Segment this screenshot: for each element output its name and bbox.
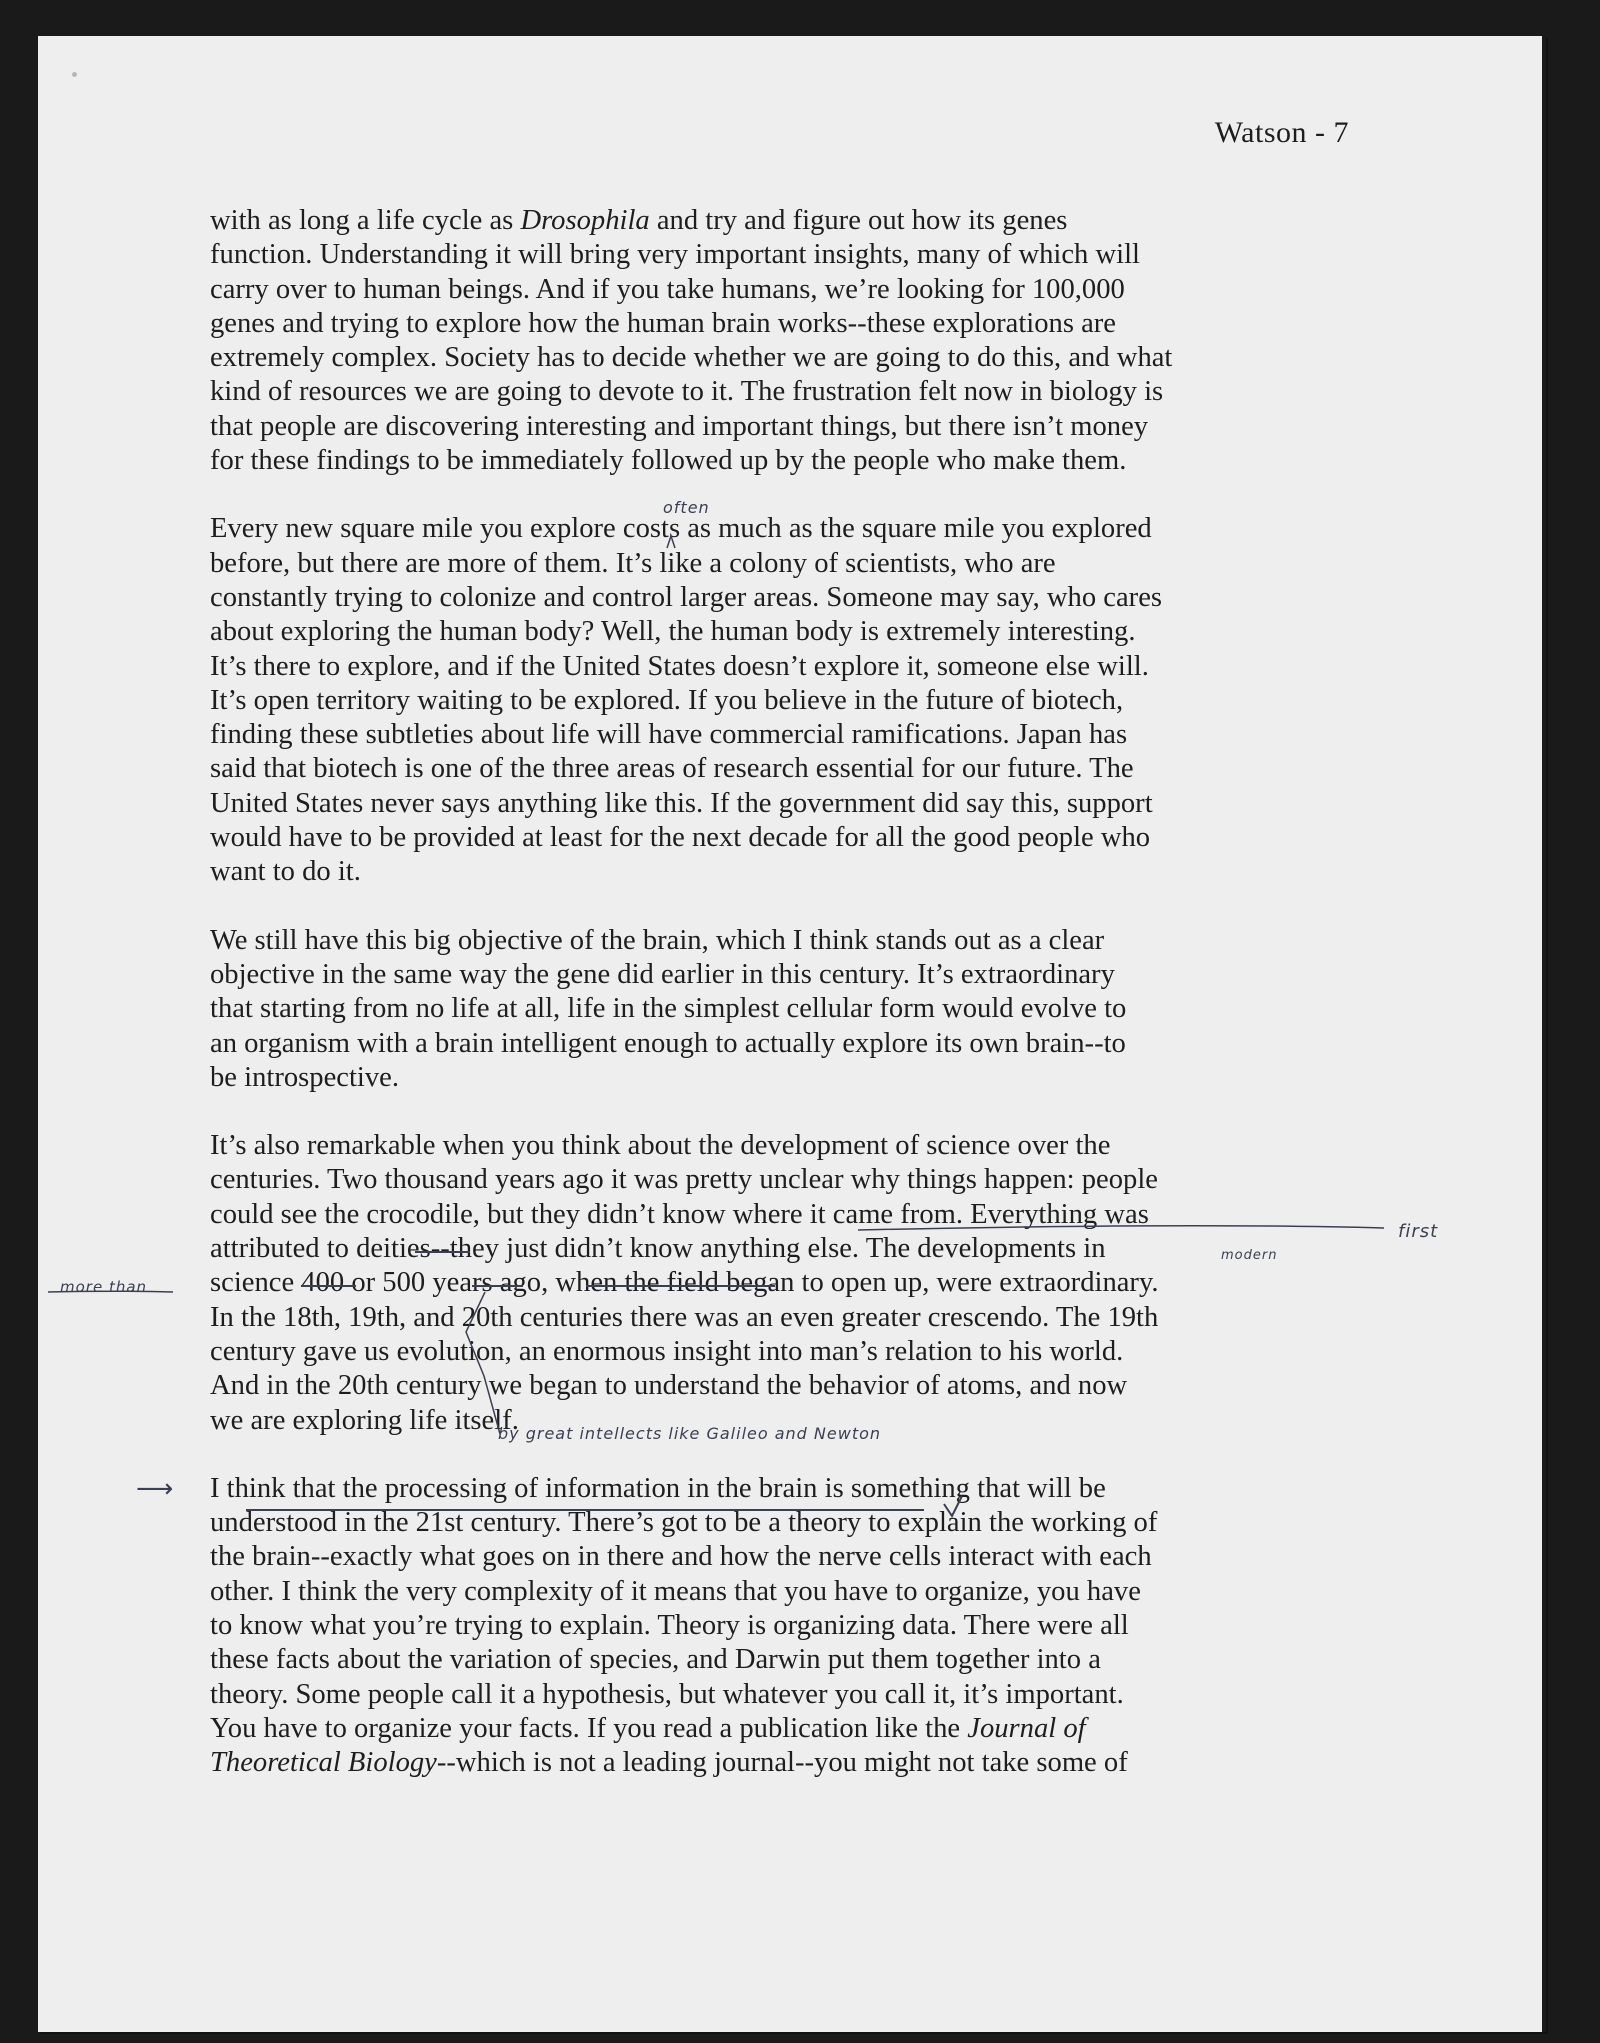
- text-line: want to do it.: [210, 856, 361, 888]
- text-line: for these findings to be immediately followed up by the people who make them.: [210, 445, 1127, 477]
- paragraph-1: [210, 204, 1398, 478]
- text-line: would have to be provided at least for the next decade for all the good people who: [210, 822, 1151, 854]
- page-header: Watson - 7: [1214, 116, 1349, 149]
- text-line: function. Understanding it will bring very important insights, many of which will: [210, 239, 1140, 271]
- text-line: said that biotech is one of the three areas of research essential for our future. The: [210, 753, 1134, 785]
- text-line: You have to organize your facts. If you read a publication like the Journal of: [210, 1712, 1086, 1744]
- text-line: Theoretical Biology--which is not a leading journal--you might not take some of: [210, 1747, 1128, 1779]
- text-line: United States never says anything like this. If the government did say this, support: [210, 787, 1153, 819]
- text-line: It’s open territory waiting to be explored. If you believe in the future of biotech,: [210, 684, 1124, 716]
- text-line: with as long a life cycle as Drosophila and try and figure out how its genes: [210, 205, 1068, 236]
- text-line: Every new square mile you explore costs as much as the square mile you explored: [210, 513, 1152, 545]
- text-line: In the 18th, 19th, and 20th centuries there was an even greater crescendo. The 19th: [210, 1301, 1159, 1333]
- text-line: we are exploring life itself.: [210, 1404, 519, 1436]
- handwritten-more-than: more than: [60, 1278, 148, 1296]
- text-line: about exploring the human body? Well, the human body is extremely interesting.: [210, 616, 1136, 648]
- italic-term: Journal of: [967, 1712, 1086, 1744]
- text-line: We still have this big objective of the brain, which I think stands out as a clear: [210, 924, 1105, 956]
- text-line: attributed to deities--they just didn’t know anything else. The developments in: [210, 1233, 1106, 1265]
- arrow-icon: ⟶: [136, 1474, 175, 1504]
- text-line: that people are discovering interesting and important things, but there isn’t money: [210, 410, 1149, 442]
- text-line: century gave us evolution, an enormous insight into man’s relation to his world.: [210, 1335, 1124, 1367]
- text-line: science 400 or 500 years ago, when the field began to open up, were extraordinary.: [210, 1267, 1159, 1299]
- handwritten-insertion: by great intellects like Galileo and Newton: [498, 1424, 882, 1443]
- text-line: theory. Some people call it a hypothesis, but whatever you call it, it’s important.: [210, 1678, 1124, 1710]
- text-line: an organism with a brain intelligent enough to actually explore its own brain--to: [210, 1027, 1126, 1059]
- text-line: carry over to human beings. And if you take humans, we’re looking for 100,000: [210, 273, 1125, 305]
- text-line: And in the 20th century we began to understand the behavior of atoms, and now: [210, 1370, 1128, 1402]
- text-line: the brain--exactly what goes on in there and how the nerve cells interact with each: [210, 1541, 1152, 1573]
- paragraph-3: [210, 924, 1398, 1095]
- text-line: these facts about the variation of species, and Darwin put them together into a: [210, 1644, 1101, 1676]
- text-line: that starting from no life at all, life in the simplest cellular form would evolve to: [210, 993, 1127, 1025]
- text-line: objective in the same way the gene did earlier in this century. It’s extraordinary: [210, 958, 1115, 990]
- document-page: [38, 36, 1546, 2032]
- text-line: extremely complex. Society has to decide whether we are going to do this, and what: [210, 342, 1173, 374]
- text-line: I think that the processing of information in the brain is something that will be: [210, 1472, 1106, 1504]
- handwritten-first: first: [1398, 1221, 1439, 1242]
- italic-term: Drosophila: [520, 205, 650, 236]
- text-line: centuries. Two thousand years ago it was pretty unclear why things happen: people: [210, 1164, 1158, 1196]
- scan-edge: [1542, 36, 1546, 2032]
- handwritten-modern: modern: [1221, 1248, 1278, 1263]
- paragraph-5: [210, 1472, 1398, 1781]
- italic-term: Theoretical Biology: [210, 1747, 437, 1779]
- text-line: before, but there are more of them. It’s like a colony of scientists, who are: [210, 547, 1056, 579]
- body-text: [210, 204, 1398, 1814]
- text-line: finding these subtleties about life will have commercial ramifications. Japan has: [210, 719, 1128, 751]
- handwritten-often: often: [663, 498, 710, 517]
- text-line: other. I think the very complexity of it means that you have to organize, you have: [210, 1575, 1141, 1607]
- paragraph-4: [210, 1129, 1398, 1438]
- text-line: could see the crocodile, but they didn’t know where it came from. Everything was: [210, 1198, 1149, 1230]
- text-line: to know what you’re trying to explain. Theory is organizing data. There were all: [210, 1609, 1129, 1641]
- text-line: It’s there to explore, and if the United States doesn’t explore it, someone else will.: [210, 650, 1149, 682]
- text-line: constantly trying to colonize and control larger areas. Someone may say, who cares: [210, 581, 1163, 613]
- text-line: kind of resources we are going to devote to it. The frustration felt now in biology is: [210, 376, 1164, 408]
- text-line: understood in the 21st century. There’s got to be a theory to explain the working of: [210, 1507, 1158, 1539]
- text-line: be introspective.: [210, 1061, 399, 1093]
- text-line: It’s also remarkable when you think about the development of science over the: [210, 1130, 1111, 1162]
- scan-speck: [72, 72, 77, 77]
- text-line: genes and trying to explore how the human brain works--these explorations are: [210, 307, 1116, 339]
- paragraph-2: [210, 512, 1398, 889]
